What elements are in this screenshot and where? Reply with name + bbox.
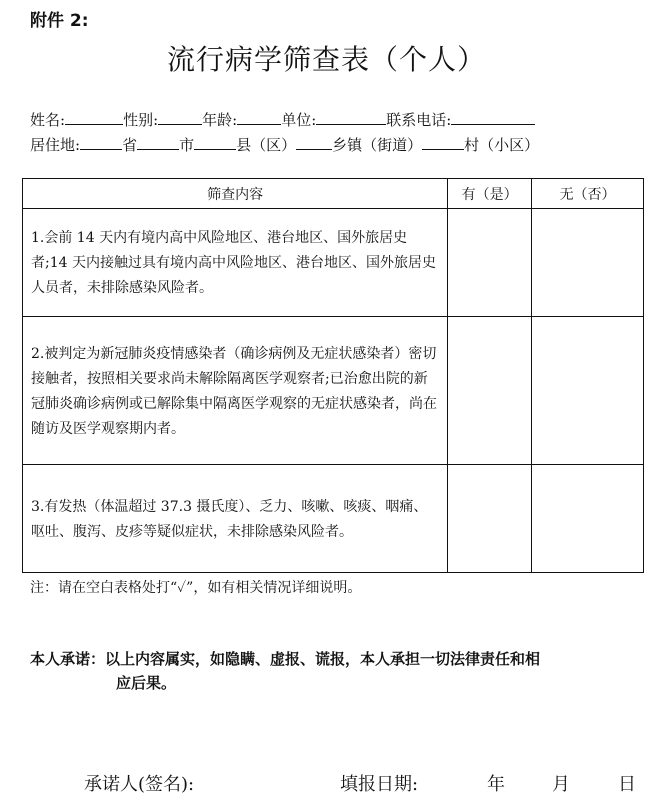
info-row-address: [30, 134, 539, 155]
row-1-content: 1.会前 14 天内有境内高中风险地区、港台地区、国外旅居史者;14 天内接触过具有境内高中风险地区、港台地区、国外旅居史人员者，未排除感染风险者。: [23, 209, 448, 317]
village-field[interactable]: [422, 135, 464, 150]
town-field[interactable]: [296, 135, 332, 150]
county-field[interactable]: [194, 135, 236, 150]
signer-label: 承诺人(签名):: [84, 774, 195, 795]
note-text: 注：请在空白表格处打“✓”，如有相关情况详细说明。: [30, 580, 362, 596]
province-field[interactable]: [80, 135, 122, 150]
table-row: [23, 209, 644, 317]
phone-field[interactable]: [451, 110, 535, 125]
city-label: 市: [179, 136, 195, 154]
promise-label: 本人承诺：: [30, 650, 106, 668]
attachment-label: 附件 2:: [30, 11, 89, 31]
name-label: 姓名:: [30, 111, 66, 129]
row-1-yes-cell[interactable]: [448, 209, 532, 317]
age-field[interactable]: [237, 110, 281, 125]
promise-text-line2: 应后果。: [116, 674, 177, 692]
row-1-no-cell[interactable]: [532, 209, 644, 317]
info-row-personal: [30, 109, 535, 130]
town-label: 乡镇（街道）: [332, 136, 423, 154]
row-3-content: 3.有发热（体温超过 37.3 摄氏度）、乏力、咳嗽、咳痰、咽痛、呕吐、腹泻、皮疹等疑似症状，未排除感染风险者。: [23, 465, 448, 573]
header-no: 无（否）: [532, 179, 644, 209]
promise-text-line1: 以上内容属实，如隐瞒、虚报、谎报，本人承担一切法律责任和相: [105, 650, 541, 668]
month-label: 月: [552, 774, 570, 795]
header-content: 筛查内容: [23, 179, 448, 209]
header-yes: 有（是）: [448, 179, 532, 209]
county-label: 县（区）: [236, 136, 297, 154]
city-field[interactable]: [137, 135, 179, 150]
phone-label: 联系电话:: [386, 111, 452, 129]
row-2-content: 2.被判定为新冠肺炎疫情感染者（确诊病例及无症状感染者）密切接触者，按照相关要求尚未解除隔离医学观察者;已治愈出院的新冠肺炎确诊病例或已解除集中隔离医学观察的无症状感染者，尚在随访及医学观察期内者。: [23, 317, 448, 465]
year-label: 年: [487, 774, 505, 795]
screening-table: [22, 178, 644, 573]
day-label: 日: [618, 774, 636, 795]
row-3-no-cell[interactable]: [532, 465, 644, 573]
table-row: [23, 317, 644, 465]
promise-block: [30, 647, 642, 695]
village-label: 村（小区）: [464, 136, 540, 154]
unit-label: 单位:: [281, 111, 317, 129]
gender-label: 性别:: [123, 111, 159, 129]
row-2-yes-cell[interactable]: [448, 317, 532, 465]
row-3-yes-cell[interactable]: [448, 465, 532, 573]
gender-field[interactable]: [158, 110, 202, 125]
unit-field[interactable]: [316, 110, 386, 125]
date-label: 填报日期:: [340, 774, 419, 795]
age-label: 年龄:: [202, 111, 238, 129]
province-label: 省: [122, 136, 138, 154]
page-title: 流行病学筛查表（个人）: [166, 43, 486, 76]
row-2-no-cell[interactable]: [532, 317, 644, 465]
name-field[interactable]: [65, 110, 123, 125]
table-row: [23, 465, 644, 573]
address-label: 居住地:: [30, 136, 81, 154]
table-header-row: [23, 179, 644, 209]
